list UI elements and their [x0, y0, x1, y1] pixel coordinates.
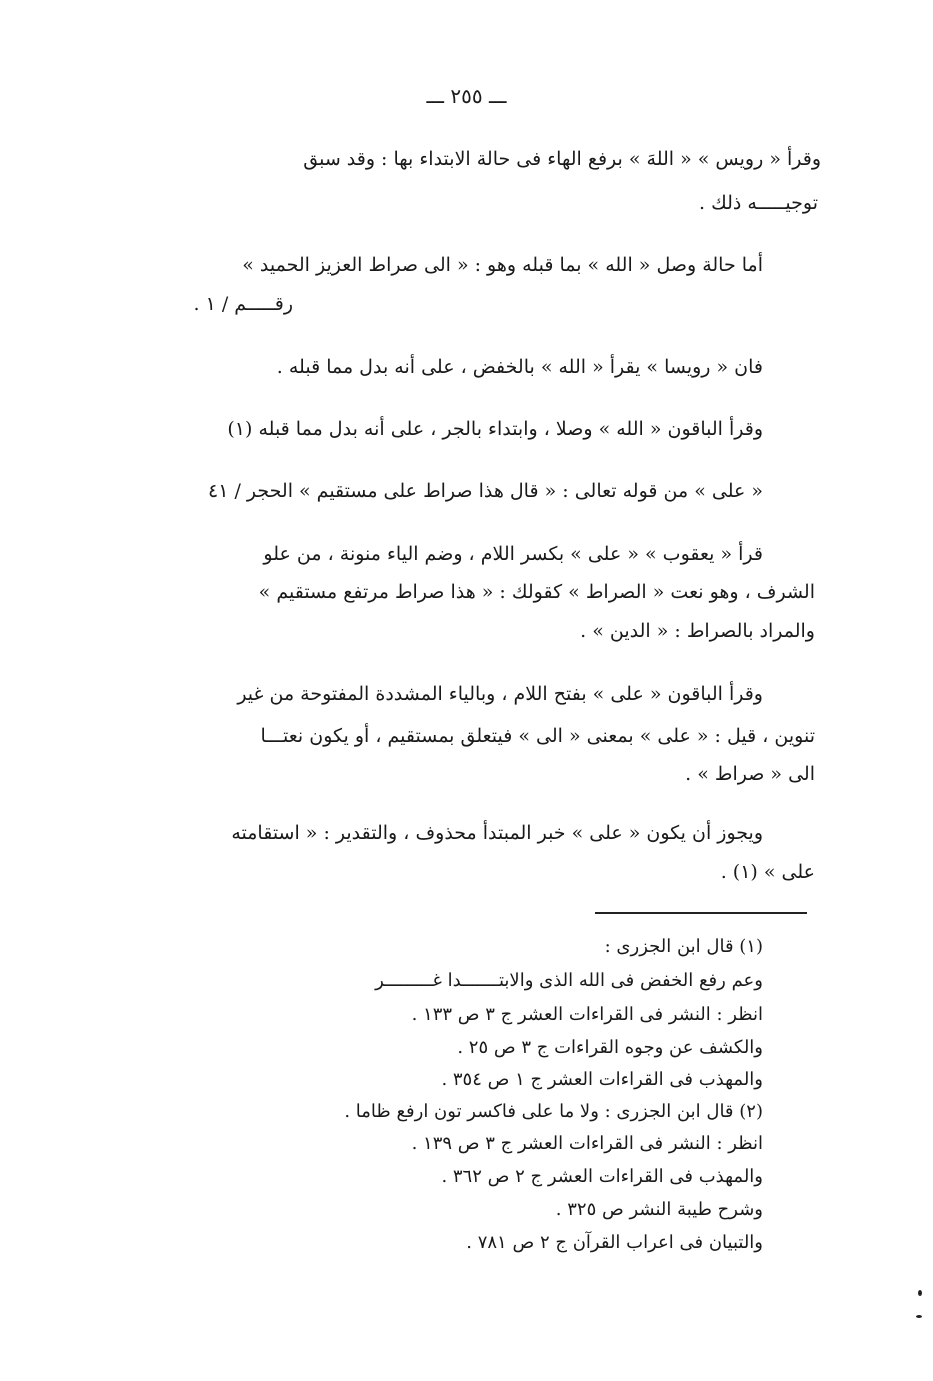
scan-speck	[918, 1290, 922, 1296]
footnote-line: انظر : النشر فى القراءات العشر ج ٣ ص ١٣٣ .	[411, 1004, 763, 1025]
footnote-line: انظر : النشر فى القراءات العشر ج ٣ ص ١٣٩ .	[411, 1133, 763, 1154]
footnote-separator	[595, 912, 807, 914]
body-line: الى « صراط » .	[685, 763, 815, 785]
scan-speck	[916, 1315, 922, 1318]
body-line: « على » من قوله تعالى : « قال هذا صراط على مستقيم » الحجر / ٤١	[207, 480, 763, 502]
footnote-line: والتبيان فى اعراب القرآن ج ٢ ص ٧٨١ .	[466, 1232, 763, 1253]
body-line: رقـــــم / ١ .	[193, 293, 293, 315]
body-line: وقرأ الباقون « على » بفتح اللام ، وبالياء المشددة المفتوحة من غير	[237, 683, 763, 705]
body-line: الشرف ، وهو نعت « الصراط » كقولك : « هذا صراط مرتفع مستقيم »	[258, 581, 815, 603]
body-line: ويجوز أن يكون « على » خبر المبتدأ محذوف ، والتقدير : « استقامته	[231, 822, 763, 844]
body-line: فان « رويسا » يقرأ « الله » بالخفض ، على أنه بدل مما قبله .	[276, 356, 763, 378]
body-line: والمراد بالصراط : « الدين » .	[580, 620, 815, 642]
footnote-line: والمهذب فى القراءات العشر ج ١ ص ٣٥٤ .	[441, 1069, 763, 1090]
footnote-line: والمهذب فى القراءات العشر ج ٢ ص ٣٦٢ .	[441, 1166, 763, 1187]
body-line: قرأ « يعقوب » « على » بكسر اللام ، وضم الياء منونة ، من علو	[263, 543, 763, 565]
body-line: أما حالة وصل « الله » بما قبله وهو : « الى صراط العزيز الحميد »	[242, 254, 763, 276]
footnote-line: وشرح طيبة النشر ص ٣٢٥ .	[555, 1199, 763, 1220]
page-number: ـــ ٢٥٥ ـــ	[426, 84, 507, 108]
body-line: وقرأ الباقون « الله » وصلا ، وابتداء بالجر ، على أنه بدل مما قبله (١)	[227, 418, 763, 440]
body-line: وقرأ « رويس » « اللهَ » برفع الهاء فى حالة الابتداء بها : وقد سبق	[303, 148, 821, 170]
footnote-line: وعم رفع الخفض فى الله الذى والابتـــــــدا غـــــــــر	[375, 970, 763, 991]
body-line: تنوين ، قيل : « على » بمعنى « الى » فيتعلق بمستقيم ، أو يكون نعتـــا	[260, 725, 815, 747]
footnote-line: (١) قال ابن الجزرى :	[604, 936, 763, 957]
body-line: توجيـــــه ذلك .	[699, 192, 818, 214]
footnote-line: (٢) قال ابن الجزرى : ولا ما على فاكسر تون ارفع ظاما .	[344, 1101, 763, 1122]
footnote-line: والكشف عن وجوه القراءات ج ٣ ص ٢٥ .	[457, 1037, 763, 1058]
body-line: على » (١) .	[720, 861, 815, 883]
